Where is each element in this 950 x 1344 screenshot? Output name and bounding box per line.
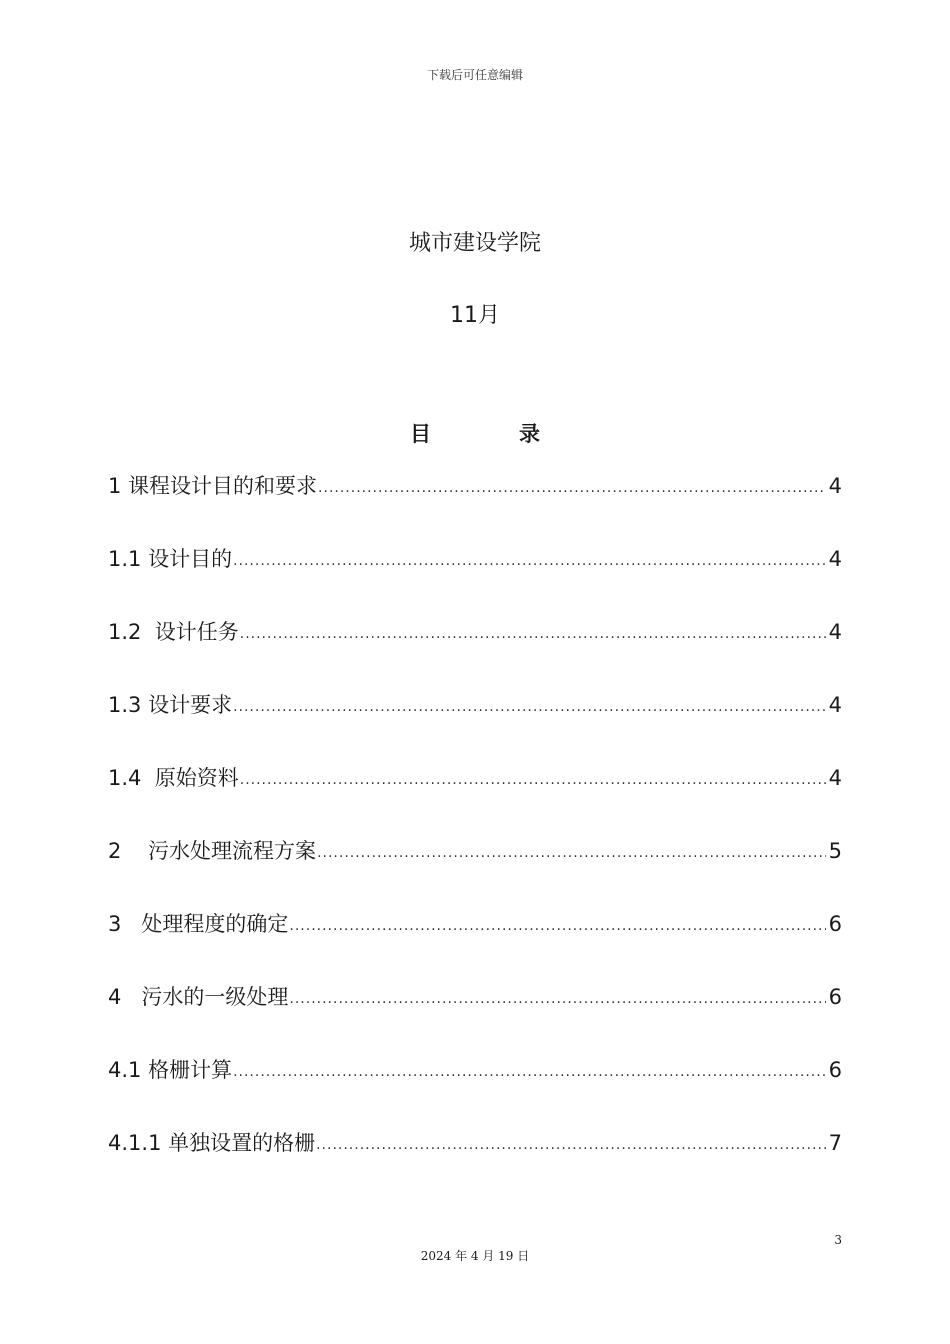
toc-entry[interactable] xyxy=(108,762,842,835)
toc-entry-label: 3 处理程度的确定 xyxy=(108,912,289,936)
toc-dot-leader xyxy=(233,1064,826,1080)
toc-entry[interactable] xyxy=(108,908,842,981)
toc-dot-leader xyxy=(316,1137,826,1153)
toc-entry-label: 1.4 原始资料 xyxy=(108,766,239,790)
toc-entry-page: 5 xyxy=(828,839,842,863)
toc-entry-label: 2 污水处理流程方案 xyxy=(108,839,317,863)
toc-entry[interactable] xyxy=(108,981,842,1054)
toc-dot-leader xyxy=(240,772,826,788)
header-note: 下载后可任意编辑 xyxy=(426,68,523,82)
toc-entry-label: 1 课程设计目的和要求 xyxy=(108,474,318,498)
toc-entry[interactable] xyxy=(108,470,842,543)
toc-dot-leader xyxy=(317,845,826,861)
toc-entry-label: 4 污水的一级处理 xyxy=(108,985,289,1009)
page-number: 3 xyxy=(834,1233,842,1247)
toc-entry-label: 4.1 格栅计算 xyxy=(108,1058,233,1082)
toc-entry-page: 4 xyxy=(828,620,842,644)
toc-entry-page: 6 xyxy=(828,912,842,936)
toc-entry-page: 4 xyxy=(828,766,842,790)
table-of-contents xyxy=(108,470,842,1200)
toc-entry-label: 1.1 设计目的 xyxy=(108,547,233,571)
toc-dot-leader xyxy=(240,626,826,642)
toc-entry-label: 1.2 设计任务 xyxy=(108,620,239,644)
footer-date: 2024 年 4 月 19 日 xyxy=(420,1249,530,1263)
toc-dot-leader xyxy=(233,553,826,569)
toc-entry[interactable] xyxy=(108,835,842,908)
toc-dot-leader xyxy=(233,699,826,715)
toc-title xyxy=(0,418,950,448)
cover-month: 11月 xyxy=(450,303,500,328)
toc-entry-page: 7 xyxy=(828,1131,842,1155)
toc-entry-label: 1.3 设计要求 xyxy=(108,693,233,717)
toc-entry[interactable] xyxy=(108,1054,842,1127)
toc-entry-page: 4 xyxy=(828,547,842,571)
toc-entry-page: 6 xyxy=(828,985,842,1009)
toc-entry[interactable] xyxy=(108,1127,842,1200)
toc-entry[interactable] xyxy=(108,689,842,762)
toc-entry-page: 4 xyxy=(828,693,842,717)
toc-entry-page: 6 xyxy=(828,1058,842,1082)
toc-entry[interactable] xyxy=(108,543,842,616)
toc-dot-leader xyxy=(289,991,825,1007)
school-name: 城市建设学院 xyxy=(408,231,541,256)
toc-entry-label: 4.1.1 单独设置的格栅 xyxy=(108,1131,316,1155)
toc-dot-leader xyxy=(289,918,825,934)
toc-title-right: 录 xyxy=(519,422,540,446)
toc-entry[interactable] xyxy=(108,616,842,689)
toc-title-left: 目 xyxy=(410,422,431,446)
toc-dot-leader xyxy=(318,480,826,496)
toc-entry-page: 4 xyxy=(828,474,842,498)
